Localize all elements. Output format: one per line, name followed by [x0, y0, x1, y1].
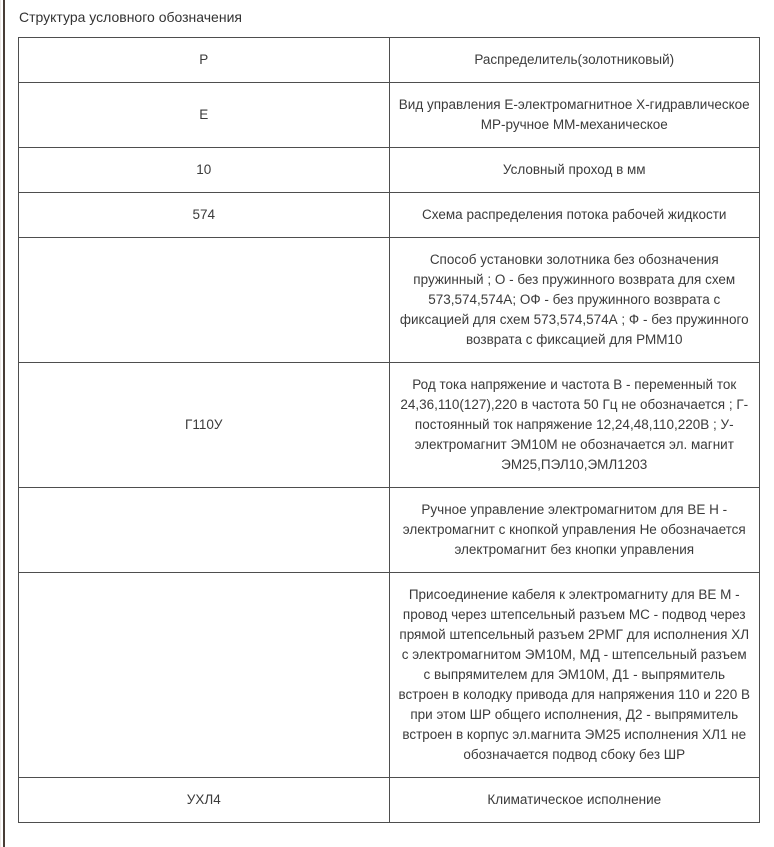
page-border-line — [3, 0, 5, 847]
table-row — [19, 573, 760, 778]
designation-code-cell: 10 — [19, 148, 390, 193]
table-row — [19, 238, 760, 363]
screenshot-edge-line — [0, 0, 1, 847]
designation-description-cell: Ручное управление электромагнитом для ВЕ Н - электромагнит с кнопкой управления Не обозначается электромагнит без кнопки управления — [389, 488, 760, 573]
page-title: Структура условного обозначения — [19, 9, 242, 25]
designation-description-cell: Род тока напряжение и частота В - переменный ток 24,36,110(127),220 в частота 50 Гц не обозначается ; Г-постоянный ток напряжение 12,24,48,110,220В ; У-электромагнит ЭМ10М не обозначается эл. магнит ЭМ25,ПЭЛ10,ЭМЛ1203 — [389, 363, 760, 488]
designation-description-cell: Способ установки золотника без обозначения пружинный ; О - без пружинного возврата для схем 573,574,574А; ОФ - без пружинного возврата с фиксацией для схем 573,574,574А ; Ф - без пружинного возврата с фиксацией для РММ10 — [389, 238, 760, 363]
designation-structure-table — [18, 37, 760, 823]
designation-description-cell: Распределитель(золотниковый) — [389, 38, 760, 83]
designation-description-cell: Схема распределения потока рабочей жидкости — [389, 193, 760, 238]
designation-code-cell: Г110У — [19, 363, 390, 488]
designation-code-cell — [19, 488, 390, 573]
designation-description-cell: Климатическое исполнение — [389, 778, 760, 823]
designation-code-cell: 574 — [19, 193, 390, 238]
table-row — [19, 363, 760, 488]
table-row — [19, 488, 760, 573]
table-row — [19, 193, 760, 238]
table-row — [19, 148, 760, 193]
table-body — [19, 38, 760, 823]
table-row — [19, 38, 760, 83]
designation-description-cell: Вид управления Е-электромагнитное Х-гидравлическое МР-ручное ММ-механическое — [389, 83, 760, 148]
table-row — [19, 83, 760, 148]
designation-description-cell: Условный проход в мм — [389, 148, 760, 193]
designation-code-cell — [19, 573, 390, 778]
designation-description-cell: Присоединение кабеля к электромагниту для ВЕ М - провод через штепсельный разъем МС - подвод через прямой штепсельный разъем 2РМГ для исполнения ХЛ с электромагнитом ЭМ10М, МД - штепсельный разъем с выпрямителем для ЭМ10М, Д1 - выпрямитель встроен в колодку привода для напряжения 110 и 220 В при этом ШР общего исполнения, Д2 - выпрямитель встроен в корпус эл.магнита ЭМ25 исполнения ХЛ1 не обозначается подвод сбоку без ШР — [389, 573, 760, 778]
designation-code-cell: УХЛ4 — [19, 778, 390, 823]
table-row — [19, 778, 760, 823]
designation-code-cell: Е — [19, 83, 390, 148]
content-area — [18, 9, 760, 823]
designation-code-cell — [19, 238, 390, 363]
designation-code-cell: Р — [19, 38, 390, 83]
